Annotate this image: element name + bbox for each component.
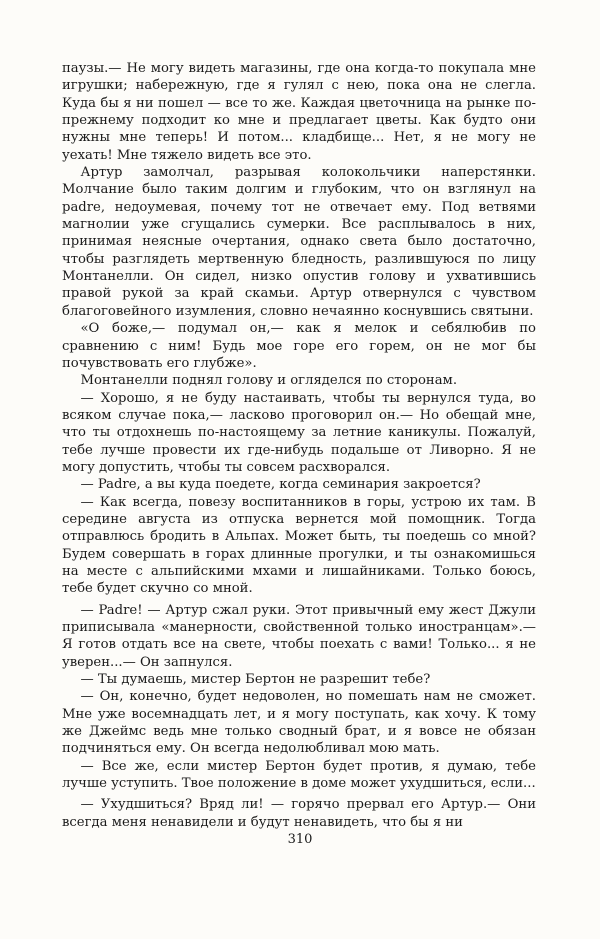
paragraph: — Он, конечно, будет недоволен, но помешать нам не сможет. Мне уже восемнадцать лет, и я могу поступать, как хочу. К тому же Джеймс ведь мне только сводный брат, и я вовсе не обязан подчиняться ему. Он всегда недолюбливал мою мать. (62, 689, 536, 757)
body-text (62, 60, 536, 831)
paragraph: — Ухудшиться? Вряд ли! — горячо прервал его Артур.— Они всегда меня ненавидели и будут ненавидеть, что бы я ни (62, 797, 536, 830)
paragraph: — Padre! — Артур сжал руки. Этот привычный ему жест Джули приписывала «манерности, свойственной только иностранцам».— Я готов отдать все на свете, чтобы поехать с вами! Только... я не уверен...— Он запнулся. (62, 602, 536, 670)
paragraph: — Хорошо, я не буду настаивать, чтобы ты вернулся туда, во всяком случае пока,— ласково проговорил он.— Но обещай мне, что ты отдохнешь по-настоящему за летние каникулы. Пожалуй, тебе лучше провести их где-нибудь подальше от Ливорно. Я не могу допустить, чтобы ты совсем расхворался. (62, 390, 536, 475)
paragraph: — Padre, а вы куда поедете, когда семинария закроется? (80, 477, 481, 493)
paragraph: Артур замолчал, разрывая колокольчики наперстянки. Молчание было таким долгим и глубоким, что он взглянул на padre, недоумевая, почему тот не отвечает ему. Под ветвями магнолии уже сгущались сумерки. Все расплывалось в них, принимая неясные очертания, однако света было достаточно, чтобы разглядеть мертвенную бледность, разлившуюся по лицу Монтанелли. Он сидел, низко опустив голову и ухватившись правой рукой за край скамьи. Артур отвернулся с чувством благоговейного изумления, словно нечаянно коснувшись святыни. (62, 165, 536, 319)
paragraph: «О боже,— подумал он,— как я мелок и себялюбив по сравнению с ним! Будь мое горе его горем, он не мог бы почувствовать его глубже». (62, 321, 536, 371)
paragraph: паузы.— Не могу видеть магазины, где она когда-то покупала мне игрушки; набережную, где я гулял с нею, пока она не слегла. Куда бы я ни пошел — все то же. Каждая цветочница на рынке по-прежнему подходит ко мне и предлагает цветы. Как будто они нужны мне теперь! И потом... кладбище... Нет, я не могу не уехать! Мне тяжело видеть все это. (62, 61, 536, 163)
paragraph: — Ты думаешь, мистер Бертон не разрешит тебе? (80, 672, 431, 688)
paragraph: Монтанелли поднял голову и огляделся по сторонам. (80, 373, 458, 389)
paragraph: — Как всегда, повезу воспитанников в горы, устрою их там. В середине августа из отпуска вернется мой помощник. Тогда отправлюсь бродить в Альпах. Может быть, ты поедешь со мной? Будем совершать в горах длинные прогулки, и ты ознакомишься на месте с альпийскими мхами и лишайниками. Только боюсь, тебе будет скучно со мной. (62, 494, 536, 597)
paragraph: — Все же, если мистер Бертон будет против, я думаю, тебе лучше уступить. Твое положение в доме может ухудшиться, если... (62, 758, 536, 792)
page-number: 310 (287, 832, 313, 847)
